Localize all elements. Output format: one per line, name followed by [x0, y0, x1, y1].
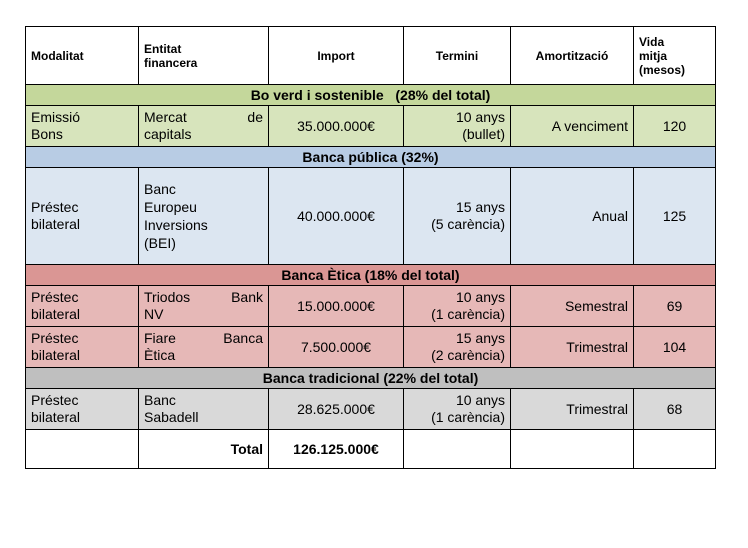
cell-text: Préstec — [31, 392, 79, 408]
cell-text: 15 anys — [455, 199, 505, 215]
cell-text: Emissió — [31, 109, 81, 125]
cell-text: (2 carència) — [431, 347, 505, 363]
section-banca-etica: Banca Ètica (18% del total) — [26, 265, 716, 286]
cell-text: (bullet) — [462, 126, 505, 142]
section-banca-publica: Banca pública (32%) — [26, 147, 716, 168]
cell-entitat — [139, 168, 269, 265]
total-value: 126.125.000€ — [269, 430, 404, 469]
cell-text: Fiare Banca — [144, 330, 263, 346]
section-bo-verd-label: Bo verd i sostenible (28% del total) — [250, 86, 491, 103]
header-entitat-line2: financera — [144, 55, 198, 70]
cell-modalitat — [26, 286, 139, 327]
cell-text: Inversions — [144, 217, 208, 233]
cell-import: 35.000.000€ — [269, 106, 404, 147]
cell-text: (1 carència) — [431, 306, 505, 322]
cell-entitat — [139, 327, 269, 368]
financing-table — [25, 26, 716, 469]
cell-import: 15.000.000€ — [269, 286, 404, 327]
cell-text: 10 anys — [455, 109, 505, 125]
cell-empty — [26, 430, 139, 469]
header-import: Import — [269, 27, 404, 85]
header-entitat — [139, 27, 269, 85]
cell-text: (5 carència) — [431, 216, 505, 232]
cell-text: Ètica — [144, 347, 176, 363]
header-vida-line2: mitja — [639, 48, 668, 63]
cell-entitat — [139, 286, 269, 327]
cell-vida: 69 — [634, 286, 716, 327]
cell-text: bilateral — [31, 216, 81, 232]
cell-text: NV — [144, 306, 164, 322]
cell-termini — [404, 106, 511, 147]
cell-text: Banc — [144, 181, 176, 197]
cell-termini — [404, 327, 511, 368]
header-vida-line3: (mesos) — [639, 62, 686, 77]
cell-termini — [404, 286, 511, 327]
cell-empty — [404, 430, 511, 469]
cell-import: 40.000.000€ — [269, 168, 404, 265]
cell-import: 7.500.000€ — [269, 327, 404, 368]
header-vida-line1: Vida — [639, 34, 665, 49]
cell-text: Préstec — [31, 199, 79, 215]
cell-modalitat — [26, 106, 139, 147]
total-label: Total — [139, 430, 269, 469]
header-amortitzacio: Amortització — [511, 27, 634, 85]
cell-text: 15 anys — [455, 330, 505, 346]
header-vida-mitja — [634, 27, 716, 85]
cell-text: 10 anys — [455, 289, 505, 305]
cell-text: Préstec — [31, 330, 79, 346]
cell-vida: 125 — [634, 168, 716, 265]
cell-text: capitals — [144, 126, 192, 142]
cell-amortitzacio: Trimestral — [511, 327, 634, 368]
cell-text: bilateral — [31, 347, 81, 363]
section-banca-tradicional: Banca tradicional (22% del total) — [26, 368, 716, 389]
cell-entitat — [139, 106, 269, 147]
section-row-bo-verd — [26, 85, 716, 106]
cell-modalitat — [26, 327, 139, 368]
cell-modalitat — [26, 168, 139, 265]
header-row — [26, 27, 716, 85]
section-row-banca-tradicional — [26, 368, 716, 389]
cell-text: Mercat de — [144, 109, 263, 125]
cell-amortitzacio: Anual — [511, 168, 634, 265]
cell-text: 10 anys — [455, 392, 505, 408]
cell-vida: 104 — [634, 327, 716, 368]
cell-termini — [404, 168, 511, 265]
cell-text: (1 carència) — [431, 409, 505, 425]
cell-text: Europeu — [144, 199, 197, 215]
cell-import: 28.625.000€ — [269, 389, 404, 430]
total-row — [26, 430, 716, 469]
cell-text: Triodos Bank — [144, 289, 263, 305]
table-row — [26, 168, 716, 265]
cell-text: Banc — [144, 392, 176, 408]
section-bo-verd — [26, 85, 716, 106]
cell-amortitzacio: Trimestral — [511, 389, 634, 430]
cell-text: (BEI) — [144, 235, 176, 251]
table-row — [26, 286, 716, 327]
header-entitat-line1: Entitat — [144, 41, 182, 56]
cell-vida: 120 — [634, 106, 716, 147]
section-row-banca-etica — [26, 265, 716, 286]
cell-text: bilateral — [31, 306, 81, 322]
cell-termini — [404, 389, 511, 430]
cell-text: Bons — [31, 126, 63, 142]
cell-modalitat — [26, 389, 139, 430]
table-row — [26, 389, 716, 430]
table-row — [26, 106, 716, 147]
cell-empty — [634, 430, 716, 469]
cell-entitat — [139, 389, 269, 430]
section-row-banca-publica — [26, 147, 716, 168]
cell-empty — [511, 430, 634, 469]
header-termini: Termini — [404, 27, 511, 85]
header-modalitat: Modalitat — [26, 27, 139, 85]
cell-vida: 68 — [634, 389, 716, 430]
cell-text: Sabadell — [144, 409, 199, 425]
cell-amortitzacio: A venciment — [511, 106, 634, 147]
table-row — [26, 327, 716, 368]
cell-text: Préstec — [31, 289, 79, 305]
cell-text: bilateral — [31, 409, 81, 425]
cell-amortitzacio: Semestral — [511, 286, 634, 327]
